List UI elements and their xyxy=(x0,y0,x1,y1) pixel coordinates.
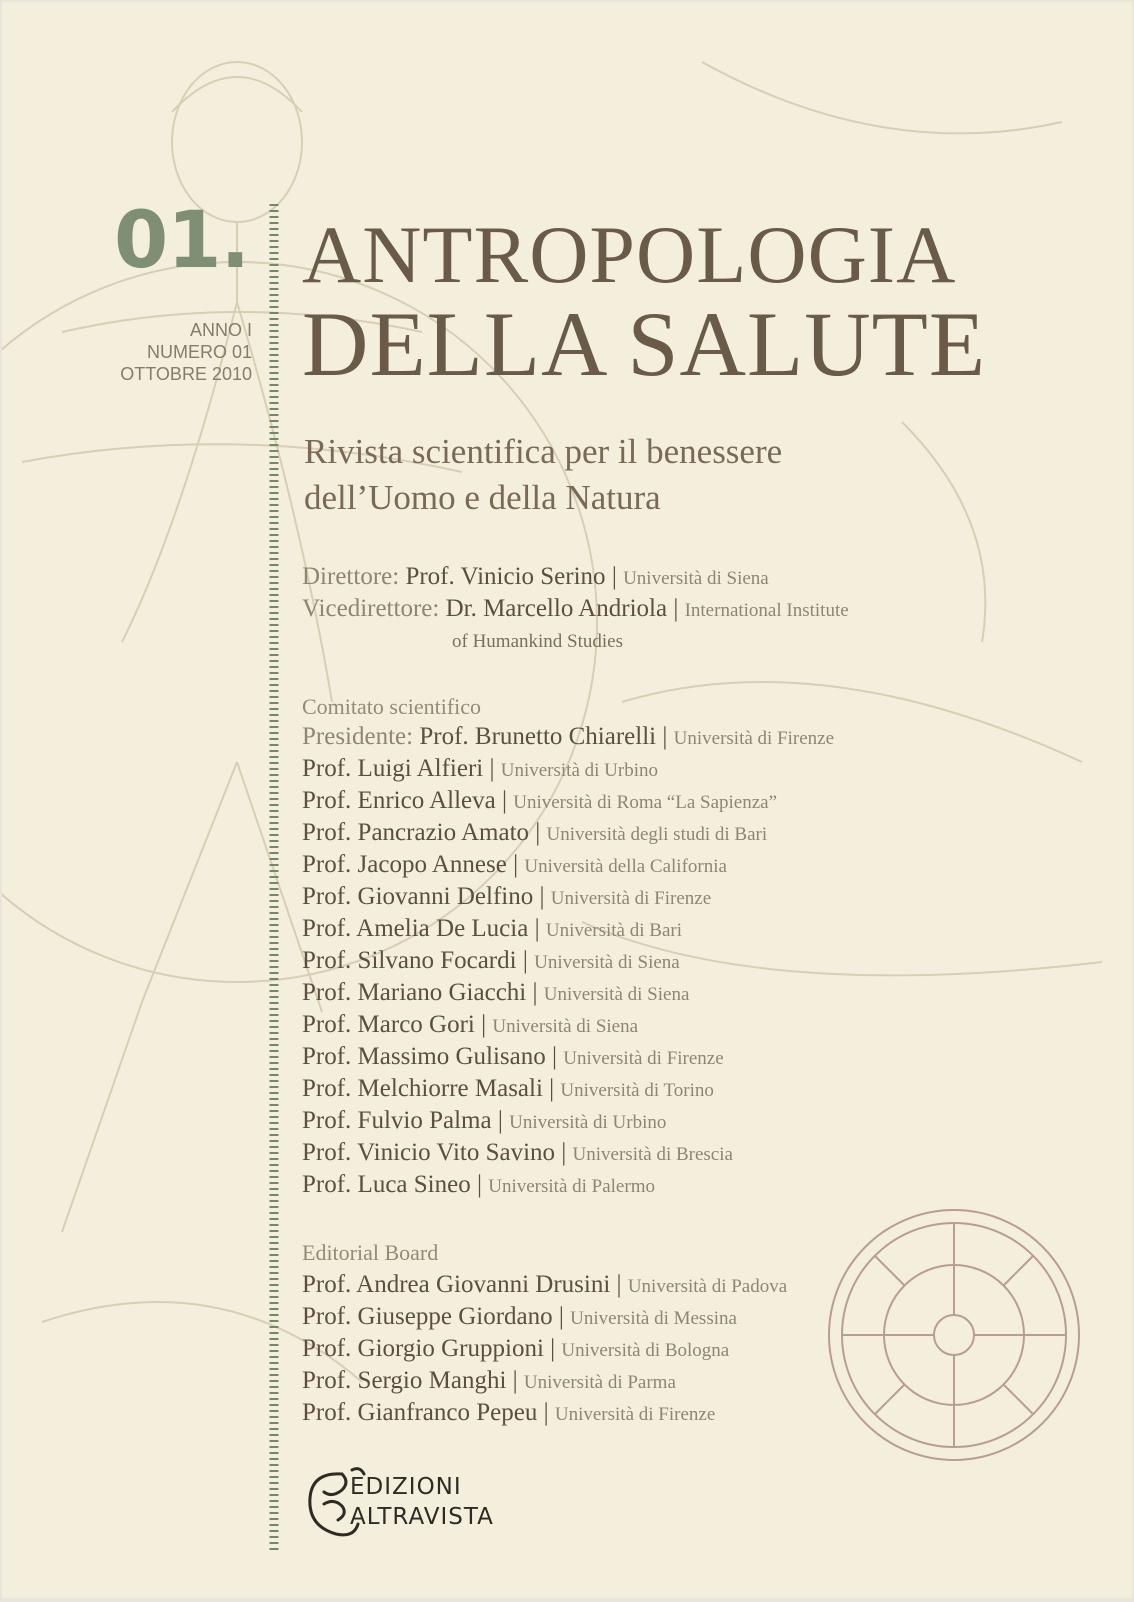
issue-number-label: NUMERO 01 xyxy=(146,342,252,362)
subtitle-line-2: dell’Uomo e della Natura xyxy=(304,478,661,517)
member-name: Prof. Enrico Alleva xyxy=(302,787,496,814)
committee-president-line: Presidente: Prof. Brunetto Chiarelli | Università di Firenze xyxy=(302,723,835,750)
member-name: Prof. Andrea Giovanni Drusini xyxy=(302,1271,611,1298)
member-line: Prof. Massimo Gulisano | Università di Firenze xyxy=(302,1043,724,1070)
member-affiliation: Università della California xyxy=(524,856,727,877)
member-line: Prof. Luca Sineo | Università di Palermo xyxy=(302,1171,655,1198)
member-name: Prof. Luca Sineo xyxy=(302,1171,471,1198)
director-line: Direttore: Prof. Vinicio Serino | Università di Siena xyxy=(302,563,769,590)
member-name: Prof. Jacopo Annese xyxy=(302,851,507,878)
subtitle-line-1: Rivista scientifica per il benessere xyxy=(304,432,783,471)
member-name: Prof. Vinicio Vito Savino xyxy=(302,1139,556,1166)
member-line: Prof. Andrea Giovanni Drusini | Università di Padova xyxy=(302,1271,788,1298)
member-affiliation: Università di Firenze xyxy=(563,1048,724,1069)
member-affiliation: Università di Bari xyxy=(545,920,682,941)
member-affiliation: Università di Bologna xyxy=(561,1340,730,1361)
member-line: Prof. Silvano Focardi | Università di Siena xyxy=(302,947,680,974)
president-name: Prof. Brunetto Chiarelli xyxy=(419,723,657,750)
member-line: Prof. Giovanni Delfino | Università di Firenze xyxy=(302,883,712,910)
member-line: Prof. Pancrazio Amato | Università degli studi di Bari xyxy=(302,819,768,846)
member-affiliation: Università di Torino xyxy=(560,1080,714,1101)
president-affiliation: Università di Firenze xyxy=(673,728,835,749)
seal-disc xyxy=(829,1210,1079,1460)
title-line-2: DELLA SALUTE xyxy=(302,293,987,395)
editorial-board-heading: Editorial Board xyxy=(302,1240,439,1265)
title-line-1: ANTROPOLOGIA xyxy=(302,209,957,300)
dashed-divider xyxy=(268,204,280,1552)
vice-director-affiliation: International Institute xyxy=(684,600,849,621)
member-line: Prof. Vinicio Vito Savino | Università di Brescia xyxy=(302,1139,733,1166)
member-name: Prof. Marco Gori xyxy=(302,1011,475,1038)
journal-cover xyxy=(2,2,1132,1598)
member-name: Prof. Melchiorre Masali xyxy=(302,1075,543,1102)
member-line: Prof. Luigi Alfieri | Università di Urbino xyxy=(302,755,659,782)
member-name: Prof. Luigi Alfieri xyxy=(302,755,484,782)
member-affiliation: Università di Brescia xyxy=(572,1144,733,1165)
member-line: Prof. Giuseppe Giordano | Università di Messina xyxy=(302,1303,737,1330)
member-line: Prof. Marco Gori | Università di Siena xyxy=(302,1011,639,1038)
committee-heading: Comitato scientifico xyxy=(302,694,482,719)
issue-date: OTTOBRE 2010 xyxy=(120,364,252,384)
president-label: Presidente: xyxy=(302,723,414,750)
member-affiliation: Università di Siena xyxy=(543,984,690,1005)
publisher-name-line-2: ALTRAVISTA xyxy=(350,1504,494,1530)
member-name: Prof. Giuseppe Giordano xyxy=(302,1303,553,1330)
member-affiliation: Università di Roma “La Sapienza” xyxy=(513,792,778,813)
vice-director-affiliation-cont: of Humankind Studies xyxy=(452,631,623,652)
vice-director-label: Vicedirettore: xyxy=(302,595,440,622)
member-name: Prof. Silvano Focardi xyxy=(302,947,517,974)
issue-year: ANNO I xyxy=(189,320,252,340)
member-affiliation: Università di Urbino xyxy=(500,760,659,781)
member-line: Prof. Enrico Alleva | Università di Roma “La Sapienza” xyxy=(302,787,778,814)
member-line: Prof. Fulvio Palma | Università di Urbino xyxy=(302,1107,667,1134)
member-name: Prof. Gianfranco Pepeu xyxy=(302,1399,538,1426)
director-label: Direttore: xyxy=(302,563,400,590)
member-name: Prof. Sergio Manghi xyxy=(302,1367,507,1394)
member-name: Prof. Pancrazio Amato xyxy=(302,819,530,846)
director-affiliation: Università di Siena xyxy=(623,568,769,589)
member-name: Prof. Fulvio Palma xyxy=(302,1107,492,1134)
member-affiliation: Università di Messina xyxy=(570,1308,737,1329)
member-line: Prof. Gianfranco Pepeu | Università di Firenze xyxy=(302,1399,716,1426)
member-name: Prof. Giorgio Gruppioni xyxy=(302,1335,544,1362)
vice-director-name: Dr. Marcello Andriola xyxy=(445,595,668,622)
member-affiliation: Università di Palermo xyxy=(488,1176,655,1197)
member-affiliation: Università di Padova xyxy=(627,1276,788,1297)
publisher-name-line-1: EDIZIONI xyxy=(350,1474,462,1500)
member-affiliation: Università di Firenze xyxy=(554,1404,716,1425)
member-name: Prof. Massimo Gulisano xyxy=(302,1043,546,1070)
member-affiliation: Università di Siena xyxy=(534,952,680,973)
member-name: Prof. Mariano Giacchi xyxy=(302,979,527,1006)
member-line: Prof. Melchiorre Masali | Università di Torino xyxy=(302,1075,714,1102)
member-affiliation: Università di Parma xyxy=(523,1372,676,1393)
member-line: Prof. Jacopo Annese | Università della California xyxy=(302,851,727,878)
member-affiliation: Università di Firenze xyxy=(550,888,712,909)
director-name: Prof. Vinicio Serino xyxy=(405,563,606,590)
vice-director-line: Vicedirettore: Dr. Marcello Andriola | International Institute xyxy=(302,595,849,622)
member-name: Prof. Giovanni Delfino xyxy=(302,883,534,910)
member-line: Prof. Sergio Manghi | Università di Parma xyxy=(302,1367,676,1394)
issue-number: 01. xyxy=(114,196,250,286)
member-line: Prof. Mariano Giacchi | Università di Siena xyxy=(302,979,690,1006)
member-line: Prof. Amelia De Lucia | Università di Bari xyxy=(302,915,682,942)
member-name: Prof. Amelia De Lucia xyxy=(302,915,529,942)
member-line: Prof. Giorgio Gruppioni | Università di Bologna xyxy=(302,1335,730,1362)
member-affiliation: Università di Urbino xyxy=(509,1112,667,1133)
member-affiliation: Università di Siena xyxy=(492,1016,639,1037)
member-affiliation: Università degli studi di Bari xyxy=(546,824,768,845)
